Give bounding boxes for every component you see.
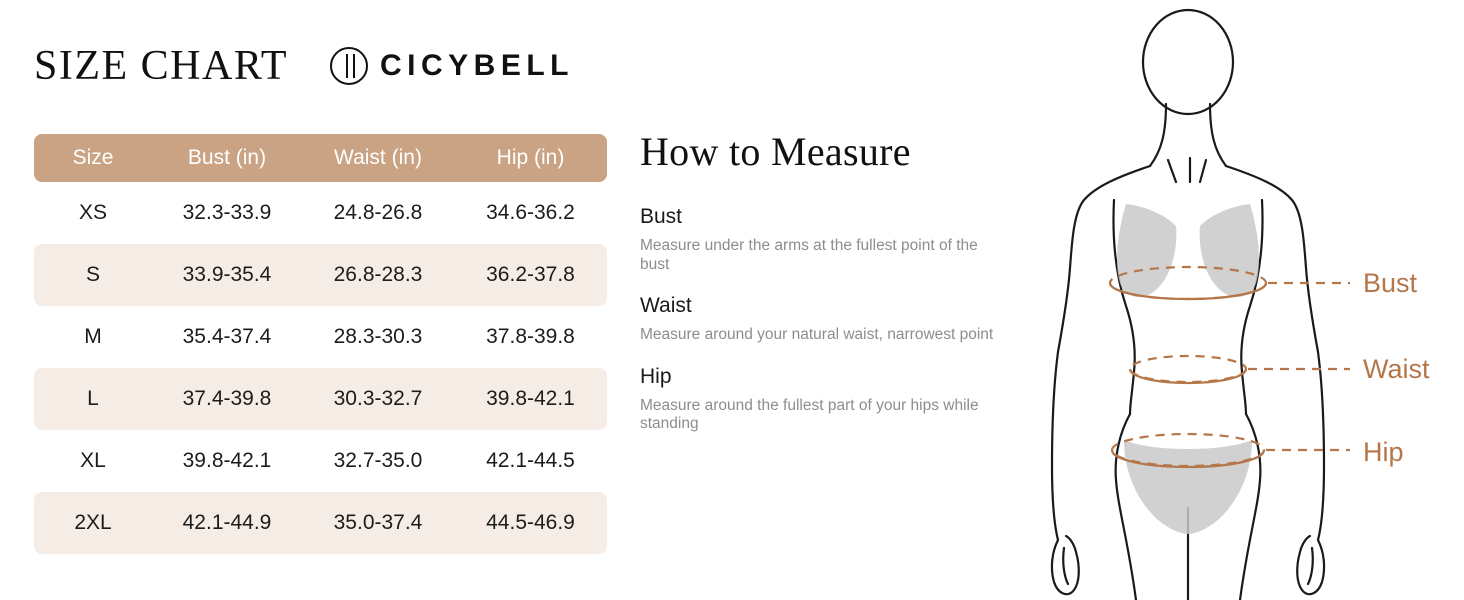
- table-row: [34, 306, 607, 368]
- measure-description: Measure under the arms at the fullest point of the bust: [640, 237, 978, 273]
- figure-label-waist: Waist: [1363, 354, 1430, 384]
- cell-waist: 32.7-35.0: [333, 449, 423, 472]
- table-row: [34, 182, 607, 244]
- cell-bust: 32.3-33.9: [182, 201, 272, 224]
- cell-size: M: [84, 325, 102, 348]
- cell-waist: 35.0-37.4: [302, 492, 454, 554]
- brand-logo: [330, 47, 574, 85]
- left-column: [34, 30, 614, 554]
- brand-name: CICYBELL: [379, 49, 574, 82]
- cell-bust: 33.9-35.4: [152, 244, 302, 306]
- table-row: [34, 368, 607, 430]
- measure-item-hip: [640, 365, 1030, 434]
- table-body: [34, 182, 607, 554]
- cell-bust: 37.4-39.8: [152, 368, 302, 430]
- column-header-size: Size: [34, 134, 152, 182]
- size-table: [34, 134, 607, 554]
- cell-size: XL: [80, 449, 106, 472]
- measure-name: Hip: [640, 364, 672, 388]
- cell-bust: 42.1-44.9: [152, 492, 302, 554]
- measure-item-waist: [640, 294, 1030, 345]
- table-row: [34, 492, 607, 554]
- cell-hip: 37.8-39.8: [486, 325, 575, 348]
- cell-hip: 39.8-42.1: [454, 368, 607, 430]
- cicybell-logo-icon: [330, 47, 368, 85]
- swimwear-shading: [1117, 204, 1259, 534]
- cell-waist: 26.8-28.3: [302, 244, 454, 306]
- header-row: [34, 30, 614, 102]
- cell-hip: 44.5-46.9: [454, 492, 607, 554]
- cell-size: 2XL: [34, 492, 152, 554]
- cell-bust: 39.8-42.1: [182, 449, 272, 472]
- table-header: [34, 134, 607, 182]
- cell-waist: 30.3-32.7: [302, 368, 454, 430]
- female-body-measurement-illustration: [1000, 0, 1464, 600]
- table-row: [34, 244, 607, 306]
- cell-size: L: [34, 368, 152, 430]
- column-header-hip: Hip (in): [454, 134, 607, 182]
- cell-waist: 28.3-30.3: [333, 325, 423, 348]
- measure-description: Measure around your natural waist, narrowest point: [640, 326, 994, 344]
- cell-hip: 42.1-44.5: [486, 449, 575, 472]
- column-header-waist: Waist (in): [302, 134, 454, 182]
- measure-name: Waist: [640, 294, 692, 318]
- figure-label-bust: Bust: [1363, 268, 1418, 298]
- cell-size: S: [34, 244, 152, 306]
- cell-bust: 35.4-37.4: [182, 325, 272, 348]
- page-title: SIZE CHART: [34, 43, 288, 89]
- cell-waist: 24.8-26.8: [333, 201, 423, 224]
- measure-item-bust: [640, 205, 1030, 274]
- measure-description: Measure around the fullest part of your hips while standing: [640, 396, 979, 433]
- table-header-row: [34, 134, 607, 182]
- figure-label-hip: Hip: [1363, 437, 1404, 467]
- cell-hip: 36.2-37.8: [454, 244, 607, 306]
- figure-column: [1000, 0, 1464, 600]
- table-row: [34, 430, 607, 492]
- waist-measure-line: [1130, 356, 1350, 383]
- measure-name: Bust: [640, 205, 683, 228]
- how-to-measure-section: [640, 128, 1030, 454]
- cell-hip: 34.6-36.2: [486, 201, 575, 224]
- column-header-bust: Bust (in): [152, 134, 302, 182]
- how-to-measure-title: How to Measure: [640, 129, 911, 174]
- cell-size: XS: [78, 201, 107, 224]
